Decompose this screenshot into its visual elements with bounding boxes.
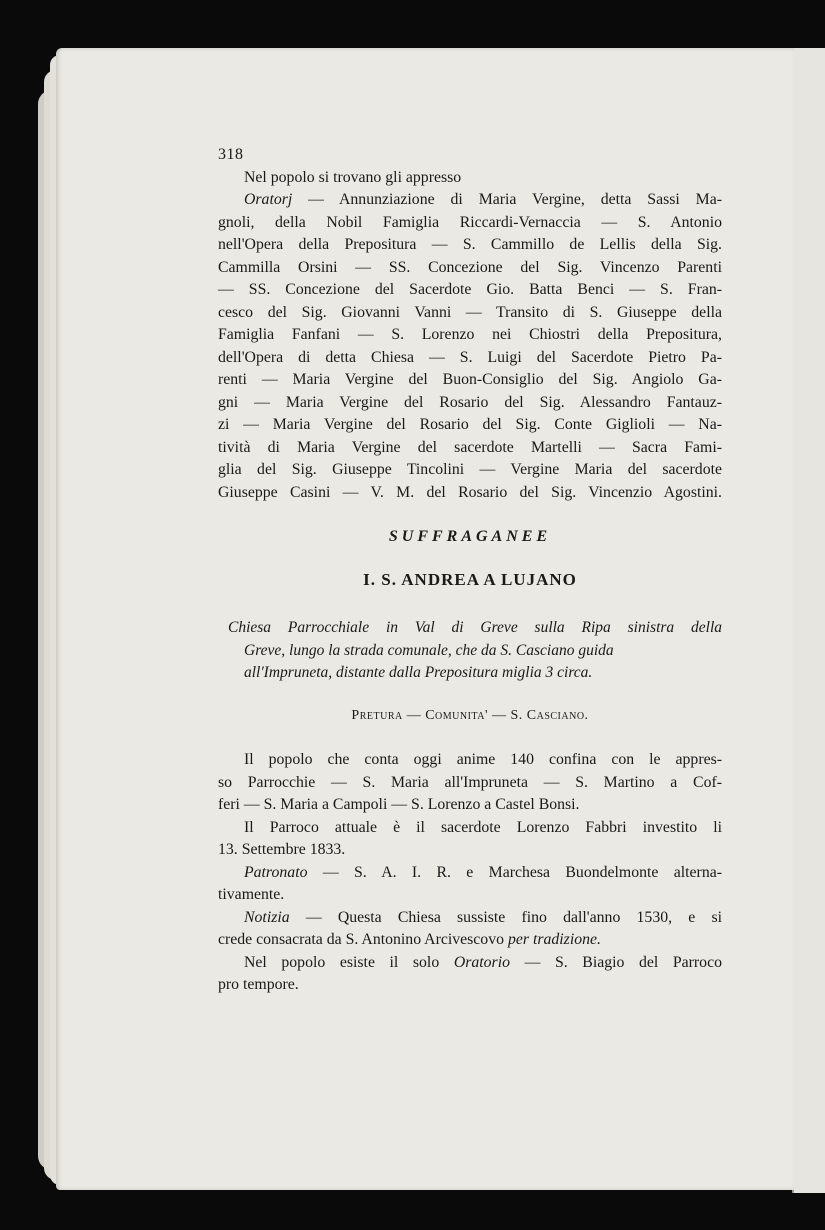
per-tradizione: per tradizione.: [507, 931, 601, 948]
description-line: all'Impruneta, distante dalla Prepositura miglia 3 circa.: [244, 664, 593, 681]
patronato-label: Patronato: [244, 863, 308, 881]
text-line: zi — Maria Vergine del Rosario del Sig. Conte Giglioli — Na-: [218, 416, 722, 433]
text-line: Nel popolo si trovano gli appresso: [244, 168, 462, 186]
body-line: feri — S. Maria a Campoli — S. Lorenzo a Castel Bonsi.: [218, 796, 580, 813]
church-title: I. S. ANDREA A LUJANO: [363, 569, 577, 589]
body-line: Il popolo che conta oggi anime 140 confina con le appres-: [244, 751, 722, 768]
text-line: Cammilla Orsini — SS. Concezione del Sig. Vincenzo Parenti: [218, 258, 722, 276]
church-description: [218, 617, 722, 685]
book-page: [56, 48, 794, 1190]
text-line: cesco del Sig. Giovanni Vanni — Transito di S. Giuseppe della: [218, 303, 722, 321]
body-line: so Parrocchie — S. Maria all'Impruneta — S. Martino a Cof-: [218, 773, 722, 791]
text-line: gnoli, della Nobil Famiglia Riccardi-Vernaccia — S. Antonio: [218, 213, 722, 231]
text-line: Famiglia Fanfani — S. Lorenzo nei Chiostri della Prepositura,: [218, 326, 722, 343]
notizia-text: — Questa Chiesa sussiste fino dall'anno 1530, e si: [289, 908, 722, 926]
body-line: [218, 907, 722, 930]
jurisdiction-line: Pretura — Comunita' — S. Casciano.: [351, 707, 589, 723]
body-line: Il Parroco attuale è il sacerdote Lorenzo Fabbri investito li: [244, 818, 722, 836]
text-line: renti — Maria Vergine del Buon-Consiglio del Sig. Angiolo Ga-: [218, 371, 722, 388]
text-line: [218, 189, 722, 212]
oratorj-label: Oratorj: [244, 191, 293, 208]
page-number: 318: [218, 146, 244, 163]
description-line: Chiesa Parrocchiale in Val di Greve sulla Ripa sinistra della: [228, 619, 722, 636]
text-line: gni — Maria Vergine del Rosario del Sig. Alessandro Fantauz-: [218, 393, 722, 411]
body-line: [218, 929, 722, 952]
oratorj-text: — Annunziazione di Maria Vergine, detta Sassi Ma-: [292, 191, 722, 208]
oratorio-word: Oratorio: [453, 953, 510, 971]
body-line: 13. Settembre 1833.: [218, 841, 346, 858]
body-line: tivamente.: [218, 886, 285, 903]
text-line: Giuseppe Casini — V. M. del Rosario del Sig. Vincenzio Agostini.: [218, 483, 722, 501]
text-line: tività di Maria Vergine del sacerdote Martelli — Sacra Fami-: [218, 438, 722, 456]
facing-page-edge: [792, 48, 825, 1193]
notizia-continued: crede consacrata da S. Antonino Arcivescovo: [218, 931, 508, 948]
body-line: pro tempore.: [218, 976, 299, 993]
section-title: SUFFRAGANEE: [388, 528, 552, 545]
text-line: dell'Opera di detta Chiesa — S. Luigi del Sacerdote Pietro Pa-: [218, 348, 722, 366]
body-line: [218, 952, 722, 975]
notizia-label: Notizia: [244, 908, 290, 926]
page-content: [218, 144, 722, 997]
text-line: — SS. Concezione del Sacerdote Gio. Batta Benci — S. Fran-: [218, 281, 722, 298]
patronato-text: — S. A. I. R. e Marchesa Buondelmonte alterna-: [307, 863, 722, 881]
body-line: [218, 862, 722, 885]
description-line: Greve, lungo la strada comunale, che da S. Casciano guida: [244, 641, 614, 659]
oratorio-suffix: — S. Biagio del Parroco: [510, 953, 722, 971]
text-line: nell'Opera della Prepositura — S. Cammillo de Lellis della Sig.: [218, 236, 722, 253]
oratorio-prefix: Nel popolo esiste il solo: [244, 953, 454, 971]
text-line: glia del Sig. Giuseppe Tincolini — Vergine Maria del sacerdote: [218, 461, 722, 478]
